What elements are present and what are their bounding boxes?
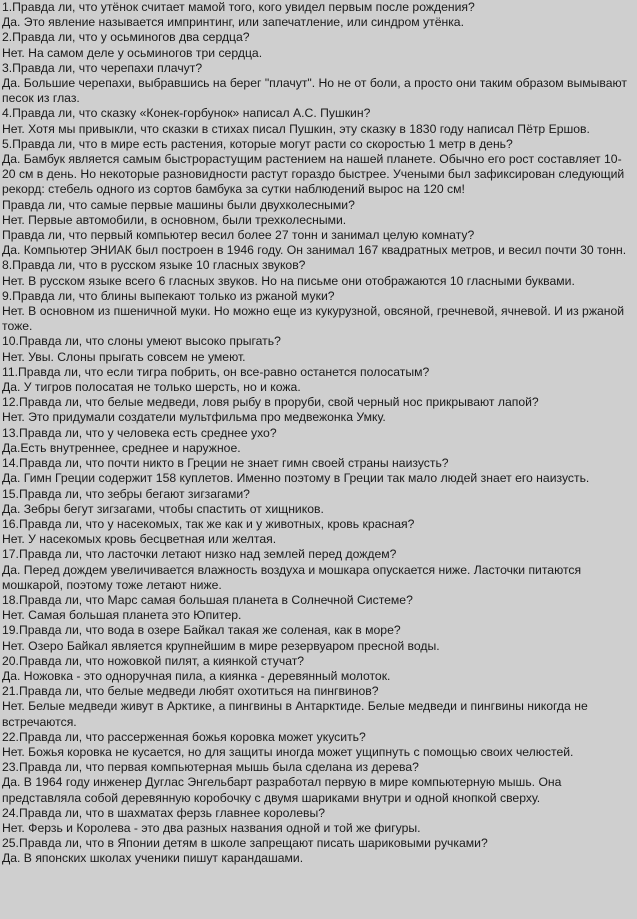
answer-7: Да. Компьютер ЭНИАК был построен в 1946 году. Он занимал 167 квадратных метров, и весил почти 30 тонн. bbox=[2, 243, 627, 258]
question-5: 5.Правда ли, что в мире есть растения, которые могут расти со скоростью 1 метр в день? bbox=[2, 136, 513, 151]
question-13: 13.Правда ли, что у человека есть среднее ухо? bbox=[2, 425, 277, 440]
answer-6: Нет. Первые автомобили, в основном, были трехколесными. bbox=[2, 212, 347, 227]
question-8: 8.Правда ли, что в русском языке 10 гласных звуков? bbox=[2, 258, 306, 273]
question-25: 25.Правда ли, что в Японии детям в школе запрещают писать шариковыми ручками? bbox=[2, 836, 488, 851]
answer-19: Нет. Озеро Байкал является крупнейшим в мире резервуаром пресной воды. bbox=[2, 638, 440, 653]
question-21: 21.Правда ли, что белые медведи любят охотиться на пингвинов? bbox=[2, 684, 379, 699]
question-9: 9.Правда ли, что блины выпекают только из ржаной муки? bbox=[2, 288, 335, 303]
answer-12: Нет. Это придумали создатели мультфильма про медвежонка Умку. bbox=[2, 410, 386, 425]
answer-25: Да. В японских школах ученики пишут карандашами. bbox=[2, 851, 304, 866]
question-19: 19.Правда ли, что вода в озере Байкал такая же соленая, как в море? bbox=[2, 623, 401, 638]
answer-11: Да. У тигров полосатая не только шерсть, но и кожа. bbox=[2, 380, 301, 395]
answer-9: Нет. В основном из пшеничной муки. Но можно еще из кукурузной, овсяной, гречневой, ячневой. И из ржаной тоже. bbox=[2, 304, 625, 334]
answer-2: Нет. На самом деле у осьминогов три сердца. bbox=[2, 45, 263, 60]
question-10: 10.Правда ли, что слоны умеют высоко прыгать? bbox=[2, 334, 281, 349]
answer-5: Да. Бамбук является самым быстрорастущим растением на нашей планете. Обычно его рост составляет 10-20 см в день. Но некоторые разновидности растут гораздо быстрее. Учеными был зафиксирован следующий рекорд: стебель одного из сортов бамбука за сутки наблюдений вырос на 120 см! bbox=[2, 152, 625, 197]
answer-8: Нет. В русском языке всего 6 гласных звуков. Но на письме они отображаются 10 гласными буквами. bbox=[2, 273, 575, 288]
answer-1: Да. Это явление называется импринтинг, или запечатление, или синдром утёнка. bbox=[2, 15, 464, 30]
question-23: 23.Правда ли, что первая компьютерная мышь была сделана из дерева? bbox=[2, 760, 419, 775]
question-17: 17.Правда ли, что ласточки летают низко над землей перед дождем? bbox=[2, 547, 397, 562]
answer-20: Да. Ножовка - это одноручная пила, а киянка - деревянный молоток. bbox=[2, 668, 391, 683]
question-1: 1.Правда ли, что утёнок считает мамой того, кого увидел первым после рождения? bbox=[2, 0, 475, 14]
answer-4: Нет. Хотя мы привыкли, что сказки в стихах писал Пушкин, эту сказку в 1830 году написал Пётр Ершов. bbox=[2, 121, 590, 136]
answer-16: Нет. У насекомых кровь бесцветная или желтая. bbox=[2, 532, 277, 547]
answer-23: Да. В 1964 году инженер Дуглас Энгельбарт разработал первую в мире компьютерную мышь. Она представляла собой деревянную коробочку с двумя шариками внутри и одной кнопкой сверху. bbox=[2, 775, 562, 805]
answer-21: Нет. Белые медведи живут в Арктике, а пингвины в Антарктиде. Белые медведи и пингвины никогда не встречаются. bbox=[2, 699, 588, 729]
question-12: 12.Правда ли, что белые медведи, ловя рыбу в проруби, свой черный нос прикрывают лапой? bbox=[2, 395, 539, 410]
question-18: 18.Правда ли, что Марс самая большая планета в Солнечной Системе? bbox=[2, 592, 413, 607]
question-11: 11.Правда ли, что если тигра побрить, он все-равно останется полосатым? bbox=[2, 364, 430, 379]
answer-18: Нет. Самая большая планета это Юпитер. bbox=[2, 608, 242, 623]
question-24: 24.Правда ли, что в шахматах ферзь главнее королевы? bbox=[2, 805, 326, 820]
answer-22: Нет. Божья коровка не кусается, но для защиты иногда может ущипнуть с помощью своих челюстей. bbox=[2, 744, 574, 759]
answer-17: Да. Перед дождем увеличивается влажность воздуха и мошкара опускается ниже. Ласточки питаются мошкарой, поэтому тоже летают ниже. bbox=[2, 562, 582, 592]
question-16: 16.Правда ли, что у насекомых, так же как и у животных, кровь красная? bbox=[2, 516, 415, 531]
answer-3: Да. Большие черепахи, выбравшись на берег "плачут". Но не от боли, а просто они таким образом вымывают песок из глаз. bbox=[2, 76, 627, 106]
answer-15: Да. Зебры бегут зигзагами, чтобы спастить от хищников. bbox=[2, 501, 324, 516]
question-14: 14.Правда ли, что почти никто в Греции не знает гимн своей страны наизусть? bbox=[2, 456, 449, 471]
question-4: 4.Правда ли, что сказку «Конек-горбунок» написал А.С. Пушкин? bbox=[2, 106, 371, 121]
question-20: 20.Правда ли, что ножовкой пилят, а киянкой стучат? bbox=[2, 653, 305, 668]
answer-24: Нет. Ферзь и Королева - это два разных названия одной и той же фигуры. bbox=[2, 820, 421, 835]
question-7: Правда ли, что первый компьютер весил более 27 тонн и занимал целую комнату? bbox=[2, 228, 475, 243]
question-6: Правда ли, что самые первые машины были двухколесными? bbox=[2, 197, 355, 212]
question-2: 2.Правда ли, что у осьминогов два сердца? bbox=[2, 30, 250, 45]
answer-10: Нет. Увы. Слоны прыгать совсем не умеют. bbox=[2, 349, 246, 364]
answer-13: Да.Есть внутреннее, среднее и наружное. bbox=[2, 440, 241, 455]
question-15: 15.Правда ли, что зебры бегают зигзагами? bbox=[2, 486, 250, 501]
question-22: 22.Правда ли, что рассерженная божья коровка может укусить? bbox=[2, 729, 366, 744]
question-3: 3.Правда ли, что черепахи плачут? bbox=[2, 60, 203, 75]
answer-14: Да. Гимн Греции содержит 158 куплетов. Именно поэтому в Греции так мало людей знает его наизусть. bbox=[2, 471, 590, 486]
